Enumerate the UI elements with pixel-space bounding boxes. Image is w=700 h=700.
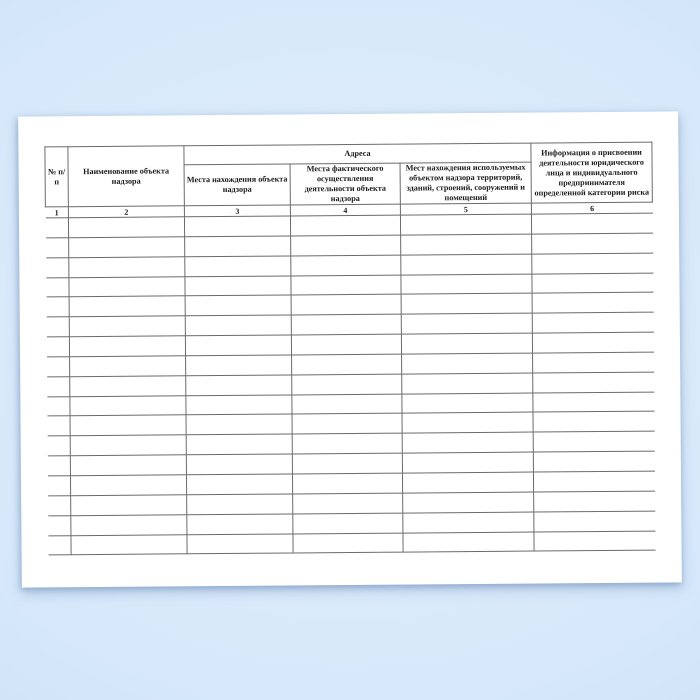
- table-cell: [46, 238, 69, 258]
- table-cell: [402, 393, 533, 414]
- table-cell: [534, 531, 655, 552]
- table-cell: [402, 353, 533, 374]
- table-cell: [47, 357, 70, 377]
- table-cell: [402, 373, 533, 394]
- table-cell: [68, 217, 184, 238]
- table-cell: [186, 375, 292, 396]
- table-cell: [69, 256, 185, 277]
- table-cell: [403, 532, 534, 553]
- table-cell: [46, 317, 69, 337]
- column-number: 5: [400, 203, 531, 215]
- table-cell: [47, 376, 70, 396]
- table-cell: [48, 496, 71, 516]
- table-cell: [69, 237, 185, 258]
- table-cell: [533, 352, 654, 373]
- table-cell: [291, 235, 401, 256]
- table-cell: [47, 436, 70, 456]
- table-cell: [48, 515, 71, 535]
- table-cell: [532, 253, 653, 274]
- table-cell: [185, 295, 291, 316]
- table-cell: [532, 273, 653, 294]
- table-cell: [47, 476, 70, 496]
- table-cell: [533, 372, 654, 393]
- table-row: [48, 531, 655, 556]
- table-cell: [184, 216, 290, 237]
- table-cell: [290, 215, 400, 236]
- table-cell: [70, 415, 186, 436]
- supervision-objects-registry-table: [44, 142, 655, 556]
- table-cell: [46, 337, 69, 357]
- table-cell: [47, 416, 70, 436]
- table-cell: [186, 454, 292, 475]
- table-cell: [186, 474, 292, 495]
- table-cell: [534, 511, 655, 532]
- table-cell: [71, 495, 187, 516]
- table-cell: [69, 316, 185, 337]
- table-cell: [185, 315, 291, 336]
- header-cell-used-premises-location: Мест нахождения используемых объектом надзора территорий, зданий, строений, сооружений и помещений: [400, 162, 531, 204]
- table-cell: [533, 471, 654, 492]
- table-cell: [291, 255, 401, 276]
- table-cell: [292, 354, 402, 375]
- column-number: 4: [290, 204, 400, 216]
- table-cell: [533, 431, 654, 452]
- table-cell: [401, 254, 532, 275]
- table-cell: [186, 414, 292, 435]
- table-cell: [401, 234, 532, 255]
- table-cell: [531, 213, 652, 234]
- table-cell: [291, 314, 401, 335]
- table-cell: [401, 313, 532, 334]
- table-cell: [402, 413, 533, 434]
- table-cell: [532, 292, 653, 313]
- table-cell: [292, 453, 402, 474]
- table-cell: [70, 475, 186, 496]
- table-cell: [185, 256, 291, 277]
- header-cell-risk-category: Информация о присвоении деятельности юридического лица и индивидуального предпринимателя определенной категории риска: [531, 142, 652, 203]
- table-cell: [401, 333, 532, 354]
- column-number: 3: [184, 205, 290, 217]
- table-cell: [70, 356, 186, 377]
- table-cell: [69, 336, 185, 357]
- table-cell: [293, 493, 403, 514]
- header-group-row: [45, 142, 652, 166]
- table-cell: [402, 432, 533, 453]
- table-cell: [46, 277, 69, 297]
- column-number: 1: [45, 207, 68, 218]
- table-cell: [402, 472, 533, 493]
- table-cell: [402, 452, 533, 473]
- table-cell: [403, 492, 534, 513]
- table-cell: [533, 392, 654, 413]
- table-cell: [532, 233, 653, 254]
- table-cell: [186, 434, 292, 455]
- table-cell: [47, 456, 70, 476]
- table-cell: [532, 332, 653, 353]
- table-cell: [401, 293, 532, 314]
- table-cell: [186, 355, 292, 376]
- table-cell: [187, 533, 293, 554]
- table-cell: [70, 455, 186, 476]
- table-cell: [403, 512, 534, 533]
- header-cell-object-location: Места нахождения объекта надзора: [184, 164, 290, 206]
- table-cell: [292, 394, 402, 415]
- table-cell: [534, 491, 655, 512]
- table-cell: [291, 334, 401, 355]
- table-cell: [69, 296, 185, 317]
- table-cell: [291, 275, 401, 296]
- table-cell: [185, 236, 291, 257]
- table-cell: [293, 513, 403, 534]
- table-cell: [533, 412, 654, 433]
- table-cell: [293, 533, 403, 554]
- header-group-addresses: Адреса: [184, 143, 531, 165]
- table-cell: [291, 294, 401, 315]
- table-cell: [292, 374, 402, 395]
- table-cell: [71, 534, 187, 555]
- table-cell: [70, 435, 186, 456]
- table-cell: [401, 274, 532, 295]
- table-cell: [70, 395, 186, 416]
- table-cell: [400, 214, 531, 235]
- table-cell: [533, 451, 654, 472]
- table-cell: [186, 395, 292, 416]
- table-cell: [70, 376, 186, 397]
- table-cell: [69, 276, 185, 297]
- table-cell: [48, 535, 71, 555]
- column-number: 6: [531, 202, 652, 214]
- table-cell: [47, 396, 70, 416]
- table-cell: [292, 414, 402, 435]
- table-cell: [187, 494, 293, 515]
- document-page: [18, 111, 682, 587]
- table-cell: [292, 433, 402, 454]
- column-number: 2: [68, 206, 184, 218]
- table-cell: [185, 335, 291, 356]
- table-cell: [185, 275, 291, 296]
- table-cell: [71, 514, 187, 535]
- table-cell: [532, 312, 653, 333]
- table-cell: [292, 473, 402, 494]
- table-cell: [46, 297, 69, 317]
- table-body: [45, 213, 655, 555]
- header-cell-activity-location: Места фактического осуществления деятельности объекта надзора: [290, 163, 400, 205]
- header-cell-object-name: Наименование объекта надзора: [68, 146, 184, 207]
- table-header: [45, 142, 653, 218]
- table-cell: [45, 218, 68, 238]
- header-cell-number: № п/п: [45, 147, 68, 207]
- table-cell: [46, 257, 69, 277]
- table-cell: [187, 514, 293, 535]
